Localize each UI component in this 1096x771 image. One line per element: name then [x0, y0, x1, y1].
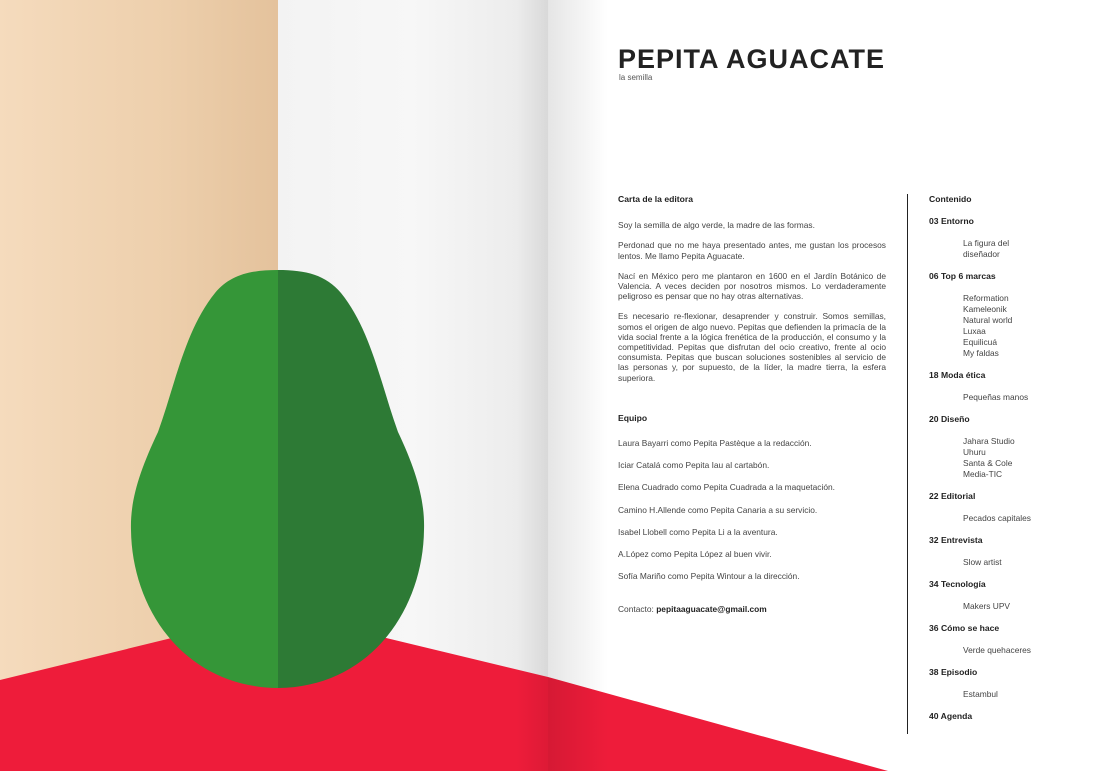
team-heading: Equipo	[618, 412, 648, 423]
team-member: Iciar Catalá como Pepita Iau al cartabón.	[618, 460, 770, 471]
toc-item[interactable]: Jahara Studio	[963, 436, 1015, 446]
team-member: Sofía Mariño como Pepita Wintour a la dirección.	[618, 571, 800, 582]
right-page-editorial	[548, 0, 1096, 771]
toc-item[interactable]: Santa & Cole	[963, 458, 1013, 468]
letter-heading: Carta de la editora	[618, 194, 693, 204]
toc-item[interactable]: Makers UPV	[963, 601, 1011, 611]
team-member: A.López como Pepita López al buen vivir.	[618, 549, 772, 560]
avocado-right-half	[278, 270, 424, 688]
toc-section-entrevista[interactable]: 32 Entrevista	[929, 535, 983, 545]
toc-section-episodio[interactable]: 38 Episodio	[929, 667, 978, 677]
toc-item[interactable]: Luxaa	[963, 326, 986, 336]
toc-section-como-se-hace[interactable]: 36 Cómo se hace	[929, 623, 1000, 633]
toc-item[interactable]: Reformation	[963, 293, 1009, 303]
toc-item[interactable]: Estambul	[963, 689, 998, 699]
toc-items-tecnologia	[963, 601, 1079, 612]
toc-section-editorial[interactable]: 22 Editorial	[929, 491, 976, 501]
toc-section-moda-etica[interactable]: 18 Moda ética	[929, 370, 986, 380]
magazine-title: PEPITA AGUACATE	[618, 44, 886, 74]
toc-item[interactable]: Kameleonik	[963, 304, 1007, 314]
letter-paragraph: Nací en México pero me plantaron en 1600 en el Jardín Botánico de Valencia. A veces deciden por nosotros mismos. Lo verdaderamente peligroso es pensar que no hay otras alternativas.	[618, 270, 886, 302]
toc-items-como-se-hace	[963, 645, 1079, 656]
toc-items-entorno	[963, 238, 1079, 260]
team-member: Camino H.Allende como Pepita Canaria a su servicio.	[618, 504, 818, 515]
toc-items-editorial	[963, 513, 1079, 524]
contact-line	[618, 604, 886, 614]
toc-items-diseno	[963, 436, 1079, 480]
letter-paragraph: Soy la semilla de algo verde, la madre de las formas.	[618, 220, 815, 231]
magazine-subtitle: la semilla	[619, 73, 653, 82]
toc-item[interactable]: My faldas	[963, 348, 999, 358]
toc-item[interactable]: Uhuru	[963, 447, 986, 457]
toc-heading: Contenido	[929, 194, 972, 204]
toc-items-episodio	[963, 689, 1079, 700]
editor-letter-column	[618, 194, 886, 615]
contact-label: Contacto:	[618, 604, 654, 615]
avocado-left-half	[131, 270, 278, 688]
letter-paragraph: Perdonad que no me haya presentado antes, me gustan los procesos lentos. Me llamo Pepita Aguacate.	[618, 240, 886, 261]
contact-email[interactable]: pepitaaguacate@gmail.com	[656, 604, 767, 615]
toc-section-top6[interactable]: 06 Top 6 marcas	[929, 271, 996, 281]
toc-divider	[907, 194, 908, 734]
spine-shadow	[516, 0, 548, 771]
toc-item[interactable]: Natural world	[963, 315, 1013, 325]
toc-item[interactable]: Equilicuá	[963, 337, 997, 347]
toc-section-agenda[interactable]: 40 Agenda	[929, 711, 973, 721]
red-floor-right-shape	[548, 677, 888, 771]
toc-items-entrevista	[963, 557, 1079, 568]
toc-item[interactable]: Slow artist	[963, 557, 1002, 567]
toc-section-diseno[interactable]: 20 Diseño	[929, 414, 970, 424]
toc-items-moda-etica	[963, 392, 1079, 403]
toc-item[interactable]: Pecados capitales	[963, 513, 1031, 523]
team-member: Isabel Llobell como Pepita Li a la aventura.	[618, 526, 778, 537]
table-of-contents	[929, 194, 1079, 733]
toc-item[interactable]: Pequeñas manos	[963, 392, 1029, 402]
toc-section-entorno[interactable]: 03 Entorno	[929, 216, 974, 226]
letter-paragraph: Es necesario re-flexionar, desaprender y construir. Somos semillas, somos el origen de algo nuevo. Pepitas que defienden la primacía de la vida social frente a la lógica frenética de la producción, el consumo y la competitividad. Pepitas que disfrutan del ocio creativo, frente al ocio consumista. Pepitas que buscan soluciones sostenibles al servicio de las personas y, por supuesto, de la líder, la madre tierra, la esfera superiora.	[618, 311, 886, 383]
toc-item[interactable]: Media-TIC	[963, 469, 1003, 479]
team-member: Elena Cuadrado como Pepita Cuadrada a la maquetación.	[618, 482, 835, 493]
toc-item[interactable]: Verde quehaceres	[963, 645, 1031, 655]
toc-item[interactable]: La figura del diseñador	[963, 238, 1010, 259]
team-member: Laura Bayarri como Pepita Pastèque a la redacción.	[618, 438, 812, 449]
toc-section-tecnologia[interactable]: 34 Tecnología	[929, 579, 986, 589]
toc-items-top6	[963, 293, 1079, 359]
